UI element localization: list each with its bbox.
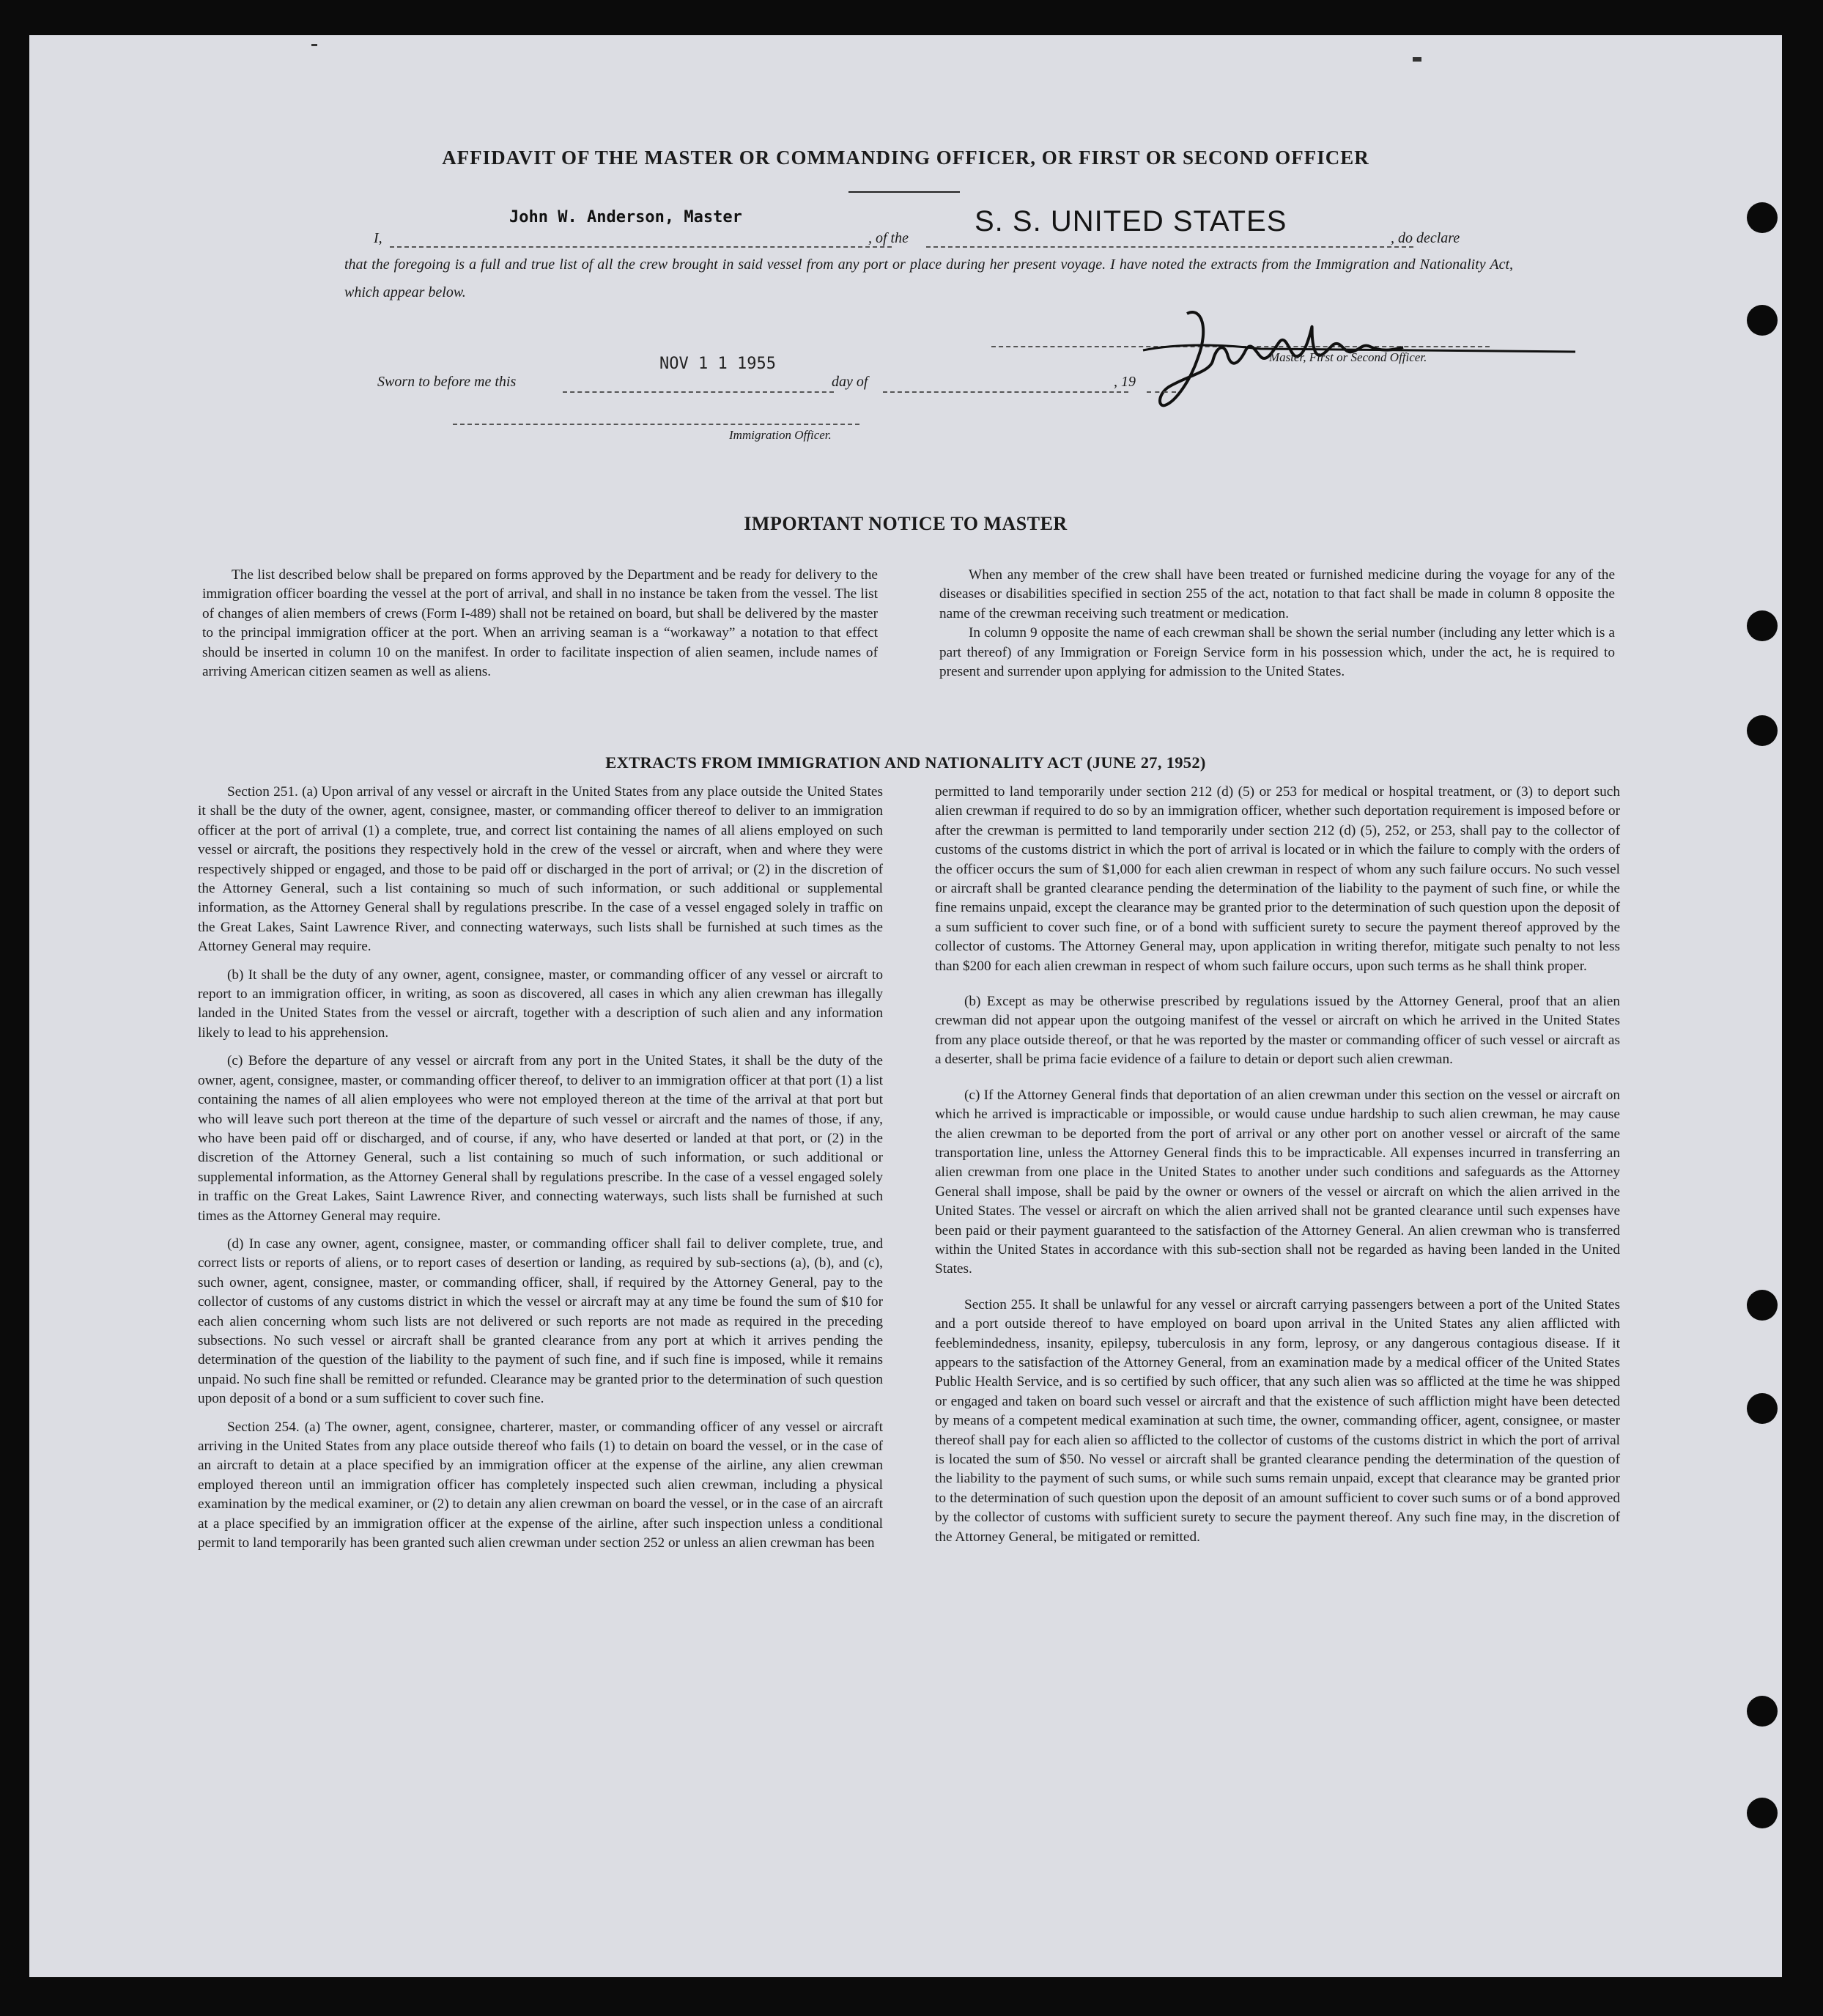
punch-hole-icon	[1747, 1393, 1778, 1424]
i-label: I,	[374, 230, 382, 246]
sworn-year-line	[1147, 391, 1176, 393]
extract-section-254a: Section 254. (a) The owner, agent, consignee, charterer, master, or commanding officer of any vessel or aircraft arriving in the United States from any place outside thereof who fails (1) to detain on board the vessel, or in the case of an aircraft to detain at a place specified by an immigration officer at the expense of the airline, any alien crewman employed thereon until an immigration officer has completely inspected such alien crewman, including a physical examination by the medical examiner, or (2) to detain any alien crewman on board the vessel, or in the case of an aircraft at a place specified by an immigration officer at the expense of the airline, after such inspection unless a conditional permit to land temporarily has been granted such alien crewman under section 252 or unless an alien crewman has been	[198, 1419, 883, 1551]
extract-section-251a: Section 251. (a) Upon arrival of any vessel or aircraft in the United States from any place outside the United States it shall be the duty of the owner, agent, consignee, master, or commanding officer thereof to deliver to an immigration officer at the port of arrival (1) a complete, true, and correct list containing the names of all aliens employed on such vessel or aircraft, the positions they respectively hold in the crew of the vessel or aircraft, when and where they were respectively shipped or engaged, and those to be paid off or discharged in the port of arrival; or (2) in the discretion of the Attorney General, such a list containing so much of such information, or such additional or supplemental information, as the Attorney General shall by regulations prescribe. In the case of a vessel engaged solely in traffic on the Great Lakes, Saint Lawrence River, and connecting waterways, such lists shall be furnished at such times as the Attorney General may require.	[198, 784, 883, 955]
punch-hole-icon	[1747, 610, 1778, 641]
punch-hole-icon	[1747, 305, 1778, 336]
sworn-month-line	[883, 391, 1128, 393]
scan-speck	[1413, 57, 1421, 62]
extract-section-251c: (c) Before the departure of any vessel or aircraft from any port in the United States, it shall be the duty of the owner, agent, consignee, master, or commanding officer thereof, to deliver to an immigration officer at that port (1) a list containing the names of all alien employees who were not employed thereon at the time of the arrival at that port but who will leave such port thereon at the time of the departure of such vessel or aircraft and the names of those, if any, who have been paid off or discharged, and of course, if any, who have deserted or landed at that port, or (2) in the discretion of the Attorney General, such a list containing so much of such information, or such additional or supplemental information, as the Attorney General shall by regulations prescribe. In the case of a vessel engaged solely in traffic on the Great Lakes, Saint Lawrence River, and connecting waterways, such lists shall be furnished at such times as the Attorney General may require.	[198, 1053, 883, 1224]
extracts-right-column	[935, 783, 1620, 1556]
notice-left-column	[202, 566, 878, 682]
officer-caption: Immigration Officer.	[729, 428, 832, 442]
punch-hole-icon	[1747, 715, 1778, 746]
title-underline	[848, 191, 960, 193]
vessel-name: S. S. UNITED STATES	[975, 205, 1287, 237]
master-name: John W. Anderson, Master	[509, 208, 742, 226]
notice-right-column	[939, 566, 1615, 682]
name-line	[390, 246, 892, 248]
of-the-label: , of the	[868, 230, 909, 246]
day-of-label: day of	[832, 374, 868, 390]
do-declare-label: , do declare	[1391, 230, 1460, 246]
punch-hole-icon	[1747, 1696, 1778, 1727]
notice-right-paragraph-2: In column 9 opposite the name of each crewman shall be shown the serial number (including any letter which is a part thereof) of any Immigration or Foreign Service form in his possession which, under the act, he is required to present and surrender upon applying for admission to the United States.	[939, 625, 1615, 680]
declaration-text: that the foregoing is a full and true list of all the crew brought in said vessel from any port or place during her present voyage. I have noted the extracts from the Immigration and Nationality Act, which appear below.	[344, 256, 1513, 300]
sworn-day-line	[563, 391, 834, 393]
notice-right-paragraph-1: When any member of the crew shall have been treated or furnished medicine during the voyage for any of the diseases or disabilities specified in section 255 of the act, notation to that fact shall be made in column 8 opposite the name of the crewman receiving such treatment or medication.	[939, 567, 1615, 621]
extracts-left-column	[198, 783, 883, 1562]
extract-section-254b: (b) Except as may be otherwise prescribed by regulations issued by the Attorney General, proof that an alien crewman did not appear upon the outgoing manifest of the vessel or aircraft on which he arrived in the United States from any place outside thereof, or that he was reported by the master or commanding officer of such vessel or aircraft as a deserter, shall be prima facie evidence of a failure to detain or deport such alien crewman.	[935, 994, 1620, 1068]
extract-section-254a-cont: permitted to land temporarily under section 212 (d) (5) or 253 for medical or hospital treatment, or (3) to deport such alien crewman if required to do so by an immigration officer, whether such deportation requirement is imposed before or after the crewman is permitted to land temporarily under section 212 (d) (5), 252, or 253, shall pay to the collector of customs of the customs district in which the port of arrival is located or in which the failure to comply with the orders of the officer occurs the sum of $1,000 for each alien crewman in respect of whom any such failure occurs. No such vessel or aircraft shall be granted clearance pending the determination of the liability to the payment of such fine, or while the fine remains unpaid, except the clearance may be granted prior to the determination of such question upon the deposit of a sum sufficient to cover such fine, or of a bond with sufficient surety to secure the payment thereof approved by the collector of customs. The Attorney General may, upon application in writing therefor, mitigate such penalty to not less than $200 for each alien crewman in respect of whom such failure occurs, upon such terms as he shall think proper.	[935, 784, 1620, 974]
punch-hole-icon	[1747, 1290, 1778, 1321]
punch-hole-icon	[1747, 1798, 1778, 1828]
extract-section-255: Section 255. It shall be unlawful for any vessel or aircraft carrying passengers between a port of the United States and a port outside thereof to have employed on board upon arrival in the United States any alien afflicted with feeblemindedness, insanity, epilepsy, tuberculosis in any form, leprosy, or any dangerous contagious disease. If it appears to the satisfaction of the Attorney General, from an examination made by a medical officer of the United States Public Health Service, and is so certified by such officer, that any such alien was so afflicted at the time he was shipped or engaged and taken on board such vessel or aircraft and that the existence of such affliction might have been detected by means of a competent medical examination at such time, the owner, commanding officer, agent, consignee, or master thereof shall pay for each alien so afflicted to the collector of customs of the customs district in which the port of arrival is located the sum of $50. No vessel or aircraft shall be granted clearance pending the determination of the question of the liability to the payment of such sums, or while such sums remain unpaid, except that clearance may be granted prior to the determination of such question upon the deposit of an amount sufficient to cover such sums or of a bond approved by the collector of customs with sufficient surety to secure the payment thereof. Any such fine may, in the discretion of the Attorney General, be mitigated or remitted.	[935, 1296, 1620, 1545]
extract-section-251b: (b) It shall be the duty of any owner, agent, consignee, master, or commanding officer of any vessel or aircraft to report to an immigration officer, in writing, as soon as discovered, all cases in which any alien crewman has illegally landed in the United States from the vessel or aircraft, together with a description of such alien and any information likely to lead to his apprehension.	[198, 967, 883, 1041]
signer-caption: Master, First or Second Officer.	[1269, 350, 1427, 364]
extract-section-251d: (d) In case any owner, agent, consignee, master, or commanding officer shall fail to deliver complete, true, and correct lists or reports of aliens, or to report cases of desertion or landing, as required by sub-sections (a), (b), and (c), such owner, agent, consignee, master, or commanding officer, shall, if required by the Attorney General, pay to the collector of customs of any customs district in which the vessel or aircraft may at any time be found the sum of $10 for each alien concerning whom such lists are not delivered or such reports are not made as required in the preceding subsections. No such vessel or aircraft shall be granted clearance from any port at which it arrives pending the determination of the question of the liability to the payment of such fine, and if such fine is imposed, while it remains unpaid. No such fine shall be remitted or refunded. Clearance may be granted prior to the determination of such question upon deposit of a bond or a sum sufficient to cover such fine.	[198, 1236, 883, 1407]
sworn-label: Sworn to before me this	[377, 374, 517, 390]
officer-line	[453, 424, 859, 425]
punch-hole-icon	[1747, 202, 1778, 233]
notice-left-paragraph: The list described below shall be prepared on forms approved by the Department and be ready for delivery to the immigration officer boarding the vessel at the port of arrival, and shall in no instance be taken from the vessel. The list of changes of alien members of crews (Form I-489) shall not be retained on board, but shall be delivered by the master to the principal immigration officer at the port. When an arriving seaman is a “workaway” a notation to that effect should be inserted in column 10 on the manifest. In order to facilitate inspection of alien seamen, include names of arriving American citizen seamen as well as aliens.	[202, 567, 878, 680]
affidavit-title: AFFIDAVIT OF THE MASTER OR COMMANDING OFFICER, OR FIRST OR SECOND OFFICER	[442, 147, 1369, 169]
notice-title: IMPORTANT NOTICE TO MASTER	[744, 513, 1068, 534]
extracts-title: EXTRACTS FROM IMMIGRATION AND NATIONALITY ACT (JUNE 27, 1952)	[605, 753, 1206, 772]
extract-section-254c: (c) If the Attorney General finds that deportation of an alien crewman under this section on the vessel or aircraft on which he arrived is impracticable or impossible, or would cause undue hardship to such alien crewman, he may cause the alien crewman to be deported from the port of arrival or any other port on another vessel or aircraft of the same transportation line, unless the Attorney General finds this to be impracticable. All expenses incurred in transferring an alien crewman from one place in the United States to another under such conditions and safeguards as the Attorney General shall impose, shall be paid by the owner or owners of the vessel or aircraft on which the alien arrived in the United States. The vessel or aircraft on which the alien arrived shall not be granted clearance until such expenses have been paid or their payment guaranteed to the satisfaction of the Attorney General. An alien crewman who is transferred within the United States in accordance with this sub-section shall not be regarded as having been landed in the United States.	[935, 1087, 1620, 1277]
scan-speck	[311, 44, 317, 46]
document-page	[29, 35, 1782, 1977]
vessel-line	[926, 246, 1413, 248]
date-stamp: NOV 1 1 1955	[659, 355, 776, 373]
year-label: , 19	[1114, 374, 1136, 390]
